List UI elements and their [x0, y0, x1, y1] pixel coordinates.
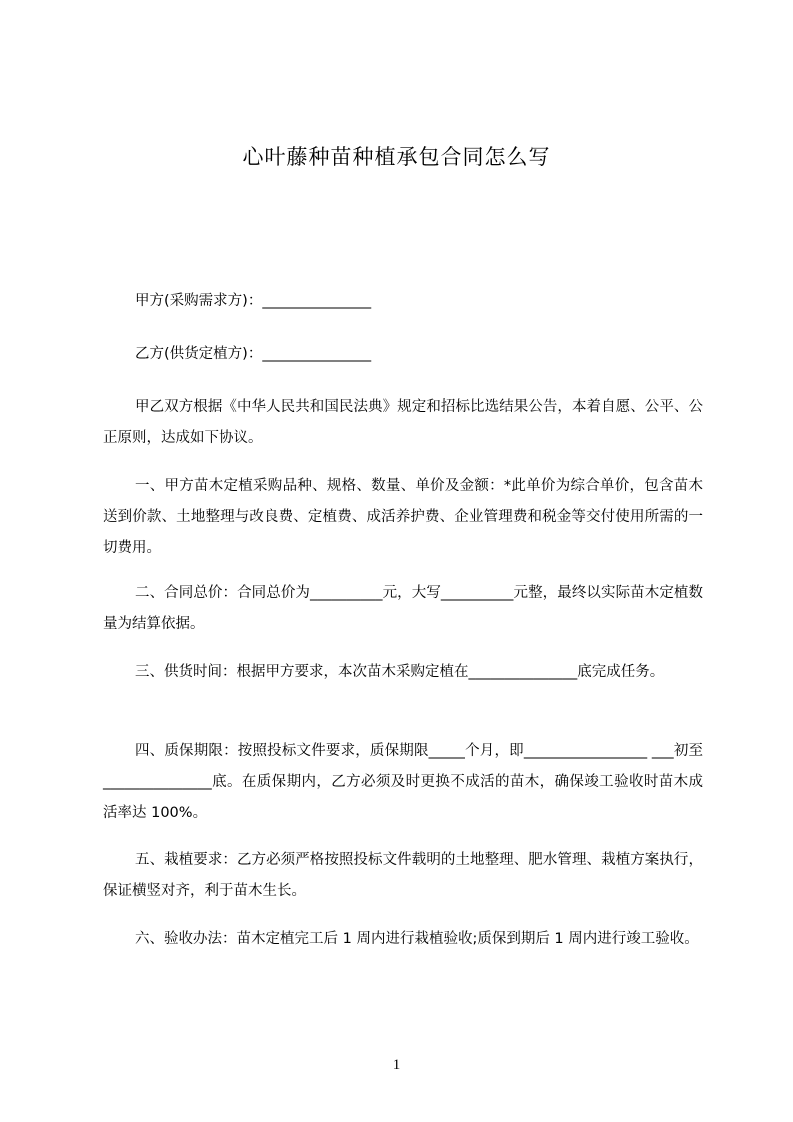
preamble-paragraph: 甲乙双方根据《中华人民共和国民法典》规定和招标比选结果公告，本着自愿、公平、公正原则，达成如下协议。 — [103, 399, 703, 446]
party-a-line: 甲方(采购需求方)：_______________ — [135, 293, 372, 309]
clause-2-paragraph: 二、合同总价：合同总价为__________元，大写__________元整，最终以实际苗木定植数量为结算依据。 — [103, 585, 703, 632]
document-title: 心叶藤种苗种植承包合同怎么写 — [242, 145, 551, 169]
page-number: 1 — [392, 1057, 401, 1073]
clause-3-paragraph: 三、供货时间：根据甲方要求，本次苗木采购定植在_______________底完成任务。 — [135, 664, 665, 680]
clause-5-paragraph: 五、栽植要求：乙方必须严格按照投标文件载明的土地整理、肥水管理、栽植方案执行，保证横竖对齐，利于苗木生长。 — [103, 852, 703, 899]
clause-4-paragraph: 四、质保期限：按照投标文件要求，质保期限_____个月，即_________________ ___初至_______________底。在质保期内，乙方必须及时更换不成活的苗木，确保竣工验收时苗木成活率达 100%。 — [103, 743, 703, 821]
clause-6-paragraph: 六、验收办法：苗木定植完工后 1 周内进行栽植验收;质保到期后 1 周内进行竣工验收。 — [135, 931, 699, 947]
clause-1-paragraph: 一、甲方苗木定植采购品种、规格、数量、单价及金额：*此单价为综合单价，包含苗木送到价款、土地整理与改良费、定植费、成活养护费、企业管理费和税金等交付使用所需的一切费用。 — [103, 478, 703, 556]
party-b-line: 乙方(供货定植方)：_______________ — [135, 346, 372, 362]
